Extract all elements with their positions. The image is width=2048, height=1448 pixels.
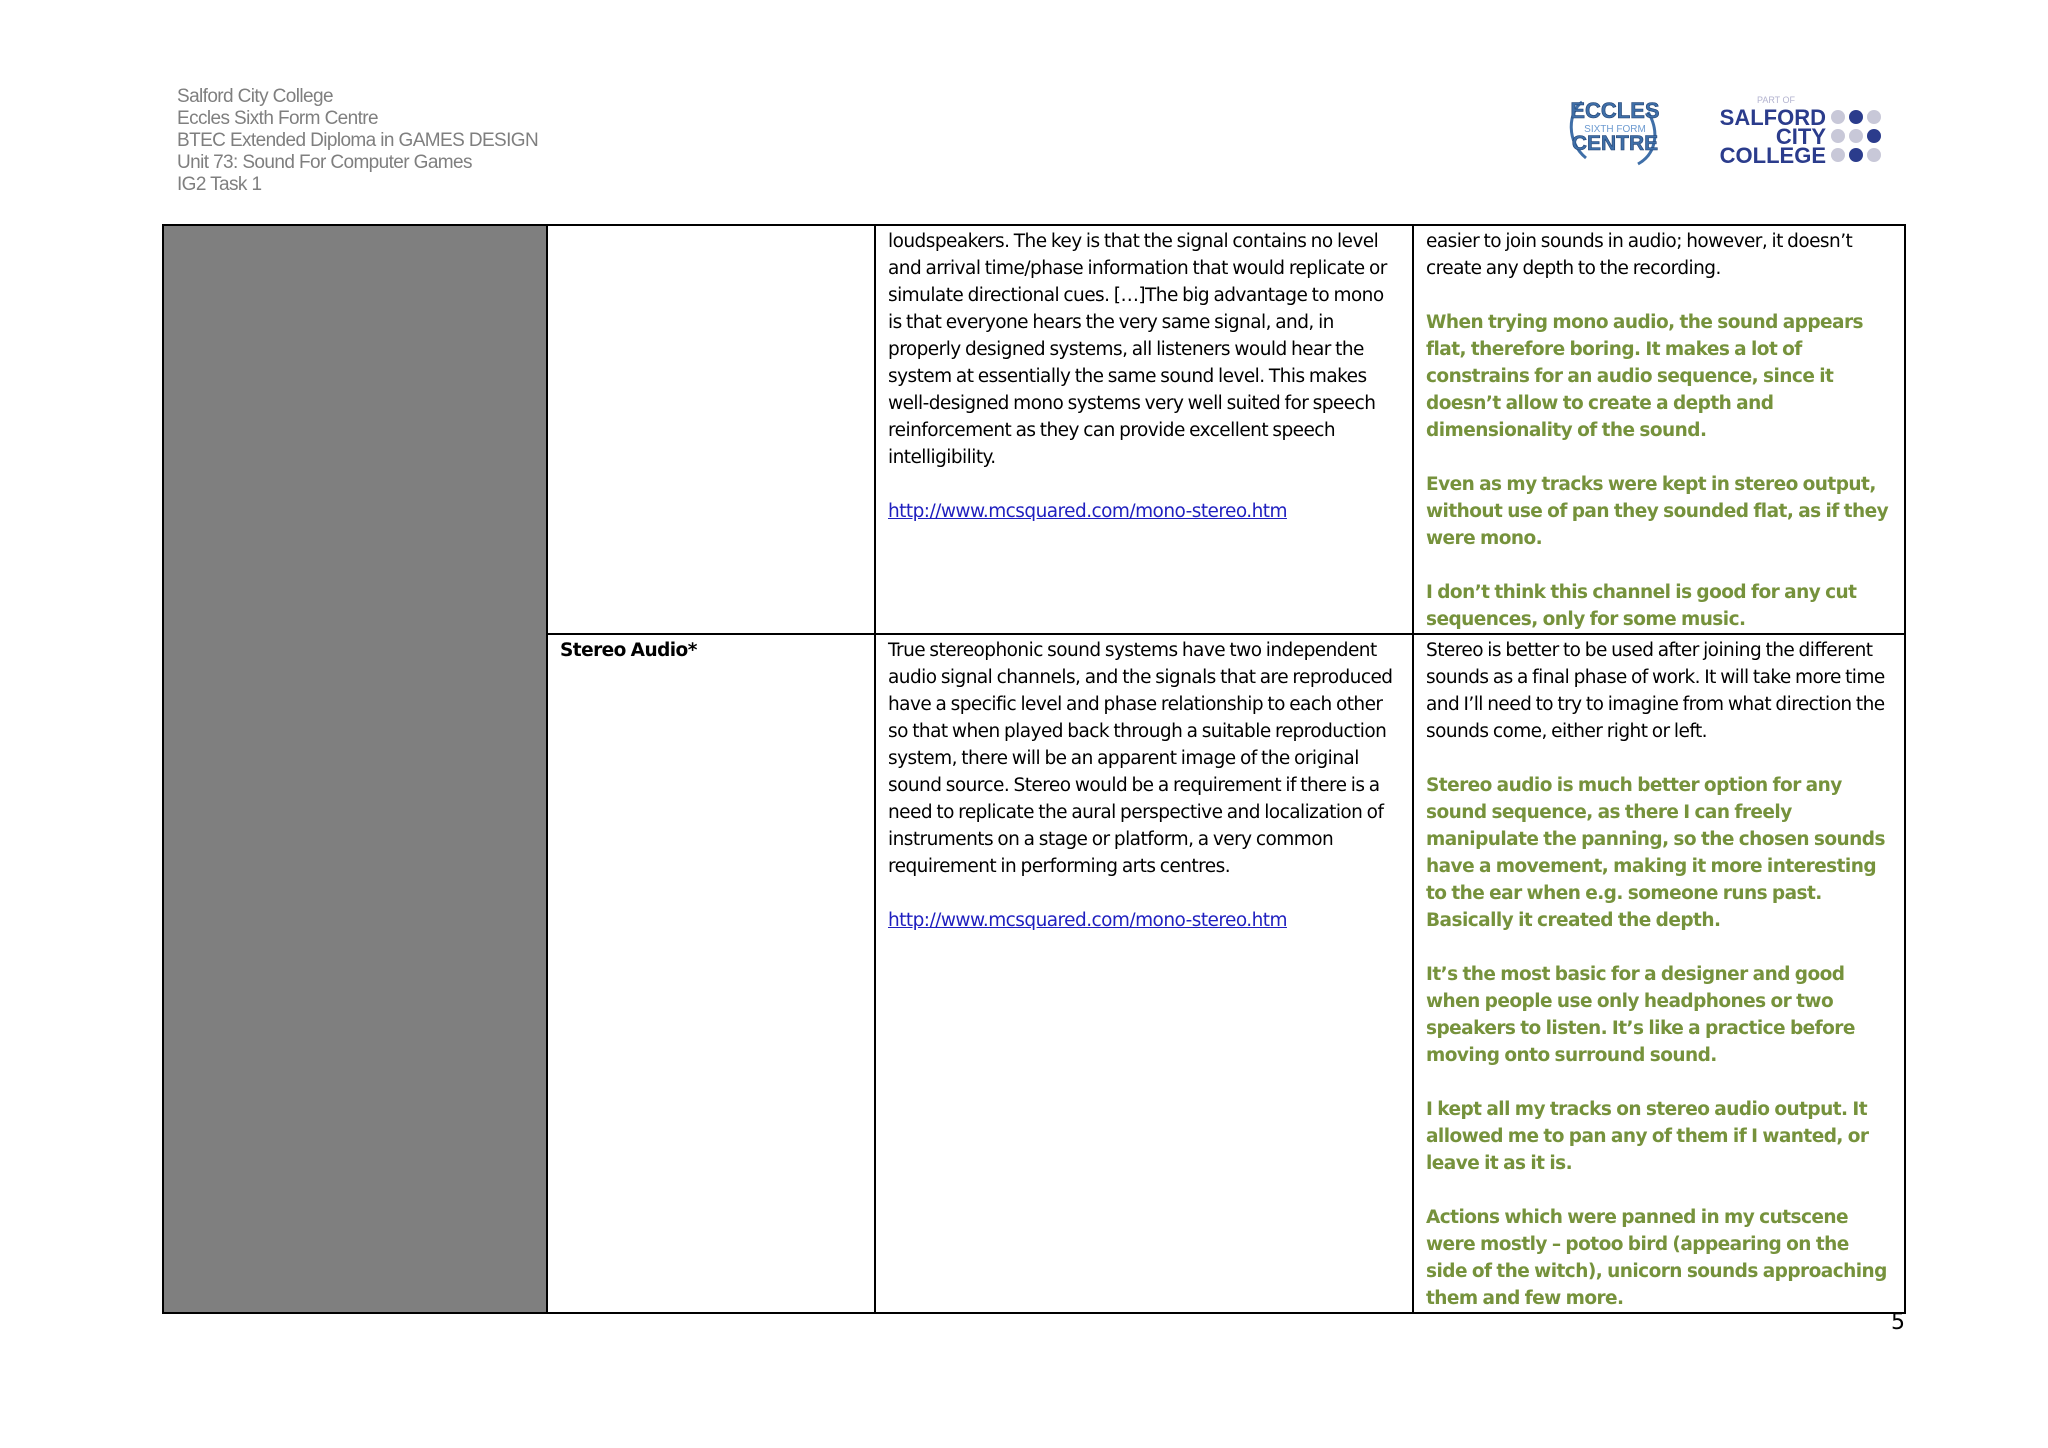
- comment-text: Stereo is better to be used after joining the different sounds as a final phase of work. It will take more time and I’ll need to try to imagine from what direction the sounds come, either right or left.: [1426, 640, 1885, 742]
- header-course: BTEC Extended Diploma in GAMES DESIGN: [177, 130, 539, 151]
- comment-highlight: I don’t think this channel is good for any cut sequences, only for some music.: [1426, 582, 1857, 630]
- page-number: 5: [1891, 1310, 1905, 1335]
- salford-city-college-logo: [1716, 92, 1886, 170]
- svg-text:ECCLES: ECCLES: [1570, 98, 1660, 123]
- header-centre: Eccles Sixth Form Centre: [177, 108, 378, 129]
- comment-cell: [1413, 225, 1905, 634]
- svg-text:PART OF: PART OF: [1756, 95, 1796, 105]
- svg-text:CENTRE: CENTRE: [1571, 132, 1659, 155]
- audio-channels-table: [162, 224, 1906, 1314]
- table-row: [163, 225, 1905, 634]
- gray-category-cell: [163, 225, 547, 1313]
- description-text: loudspeakers. The key is that the signal contains no level and arrival time/phase information that would replicate or simulate directional cues. […]The big advantage to mono is that everyone hears the very same signal, and, in properly designed systems, all listeners would hear the system at essentially the same sound level. This makes well-designed mono systems very well suited for speech reinforcement as they can provide excellent speech intelligibility.: [888, 231, 1387, 468]
- source-link[interactable]: http://www.mcsquared.com/mono-stereo.htm: [888, 910, 1287, 931]
- description-cell: [875, 634, 1413, 1313]
- description-text: True stereophonic sound systems have two independent audio signal channels, and the signals that are reproduced have a specific level and phase relationship to each other so that when played back through a suitable reproduction system, there will be an apparent image of the original sound source. Stereo would be a requirement if there is a need to replicate the aural perspective and localization of instruments on a stage or platform, a very common requirement in performing arts centres.: [888, 640, 1393, 877]
- header-college: Salford City College: [177, 86, 333, 107]
- header-task: IG2 Task 1: [177, 174, 262, 195]
- comment-highlight: Actions which were panned in my cutscene were mostly – potoo bird (appearing on the side of the witch), unicorn sounds approaching them and few more.: [1426, 1207, 1887, 1309]
- comment-text: easier to join sounds in audio; however, it doesn’t create any depth to the recording.: [1426, 231, 1853, 279]
- comment-highlight: When trying mono audio, the sound appears flat, therefore boring. It makes a lot of constrains for an audio sequence, since it doesn’t allow to create a depth and dimensionality of the sound.: [1426, 312, 1864, 441]
- svg-text:SALFORD: SALFORD: [1719, 105, 1826, 130]
- svg-text:SIXTH FORM: SIXTH FORM: [1584, 124, 1646, 135]
- comment-highlight: Stereo audio is much better option for any sound sequence, as there I can freely manipulate the panning, so the chosen sounds have a movement, making it more interesting to the ear when e.g. someone runs past. Basically it created the depth.: [1426, 775, 1885, 931]
- comment-cell: [1413, 634, 1905, 1313]
- source-link[interactable]: http://www.mcsquared.com/mono-stereo.htm: [888, 501, 1287, 522]
- comment-highlight: It’s the most basic for a designer and good when people use only headphones or two speakers to listen. It’s like a practice before moving onto surround sound.: [1426, 964, 1855, 1066]
- svg-text:COLLEGE: COLLEGE: [1719, 143, 1826, 168]
- comment-highlight: Even as my tracks were kept in stereo output, without use of pan they sounded flat, as if they were mono.: [1426, 474, 1889, 549]
- comment-highlight: I kept all my tracks on stereo audio output. It allowed me to pan any of them if I wanted, or leave it as it is.: [1426, 1099, 1869, 1174]
- svg-text:CITY: CITY: [1775, 124, 1826, 149]
- row-label-cell: Stereo Audio*: [547, 634, 875, 1313]
- description-cell: [875, 225, 1413, 634]
- eccles-centre-logo: [1560, 92, 1670, 174]
- document-header: [177, 86, 877, 196]
- row-label-cell: [547, 225, 875, 634]
- header-unit: Unit 73: Sound For Computer Games: [177, 152, 472, 173]
